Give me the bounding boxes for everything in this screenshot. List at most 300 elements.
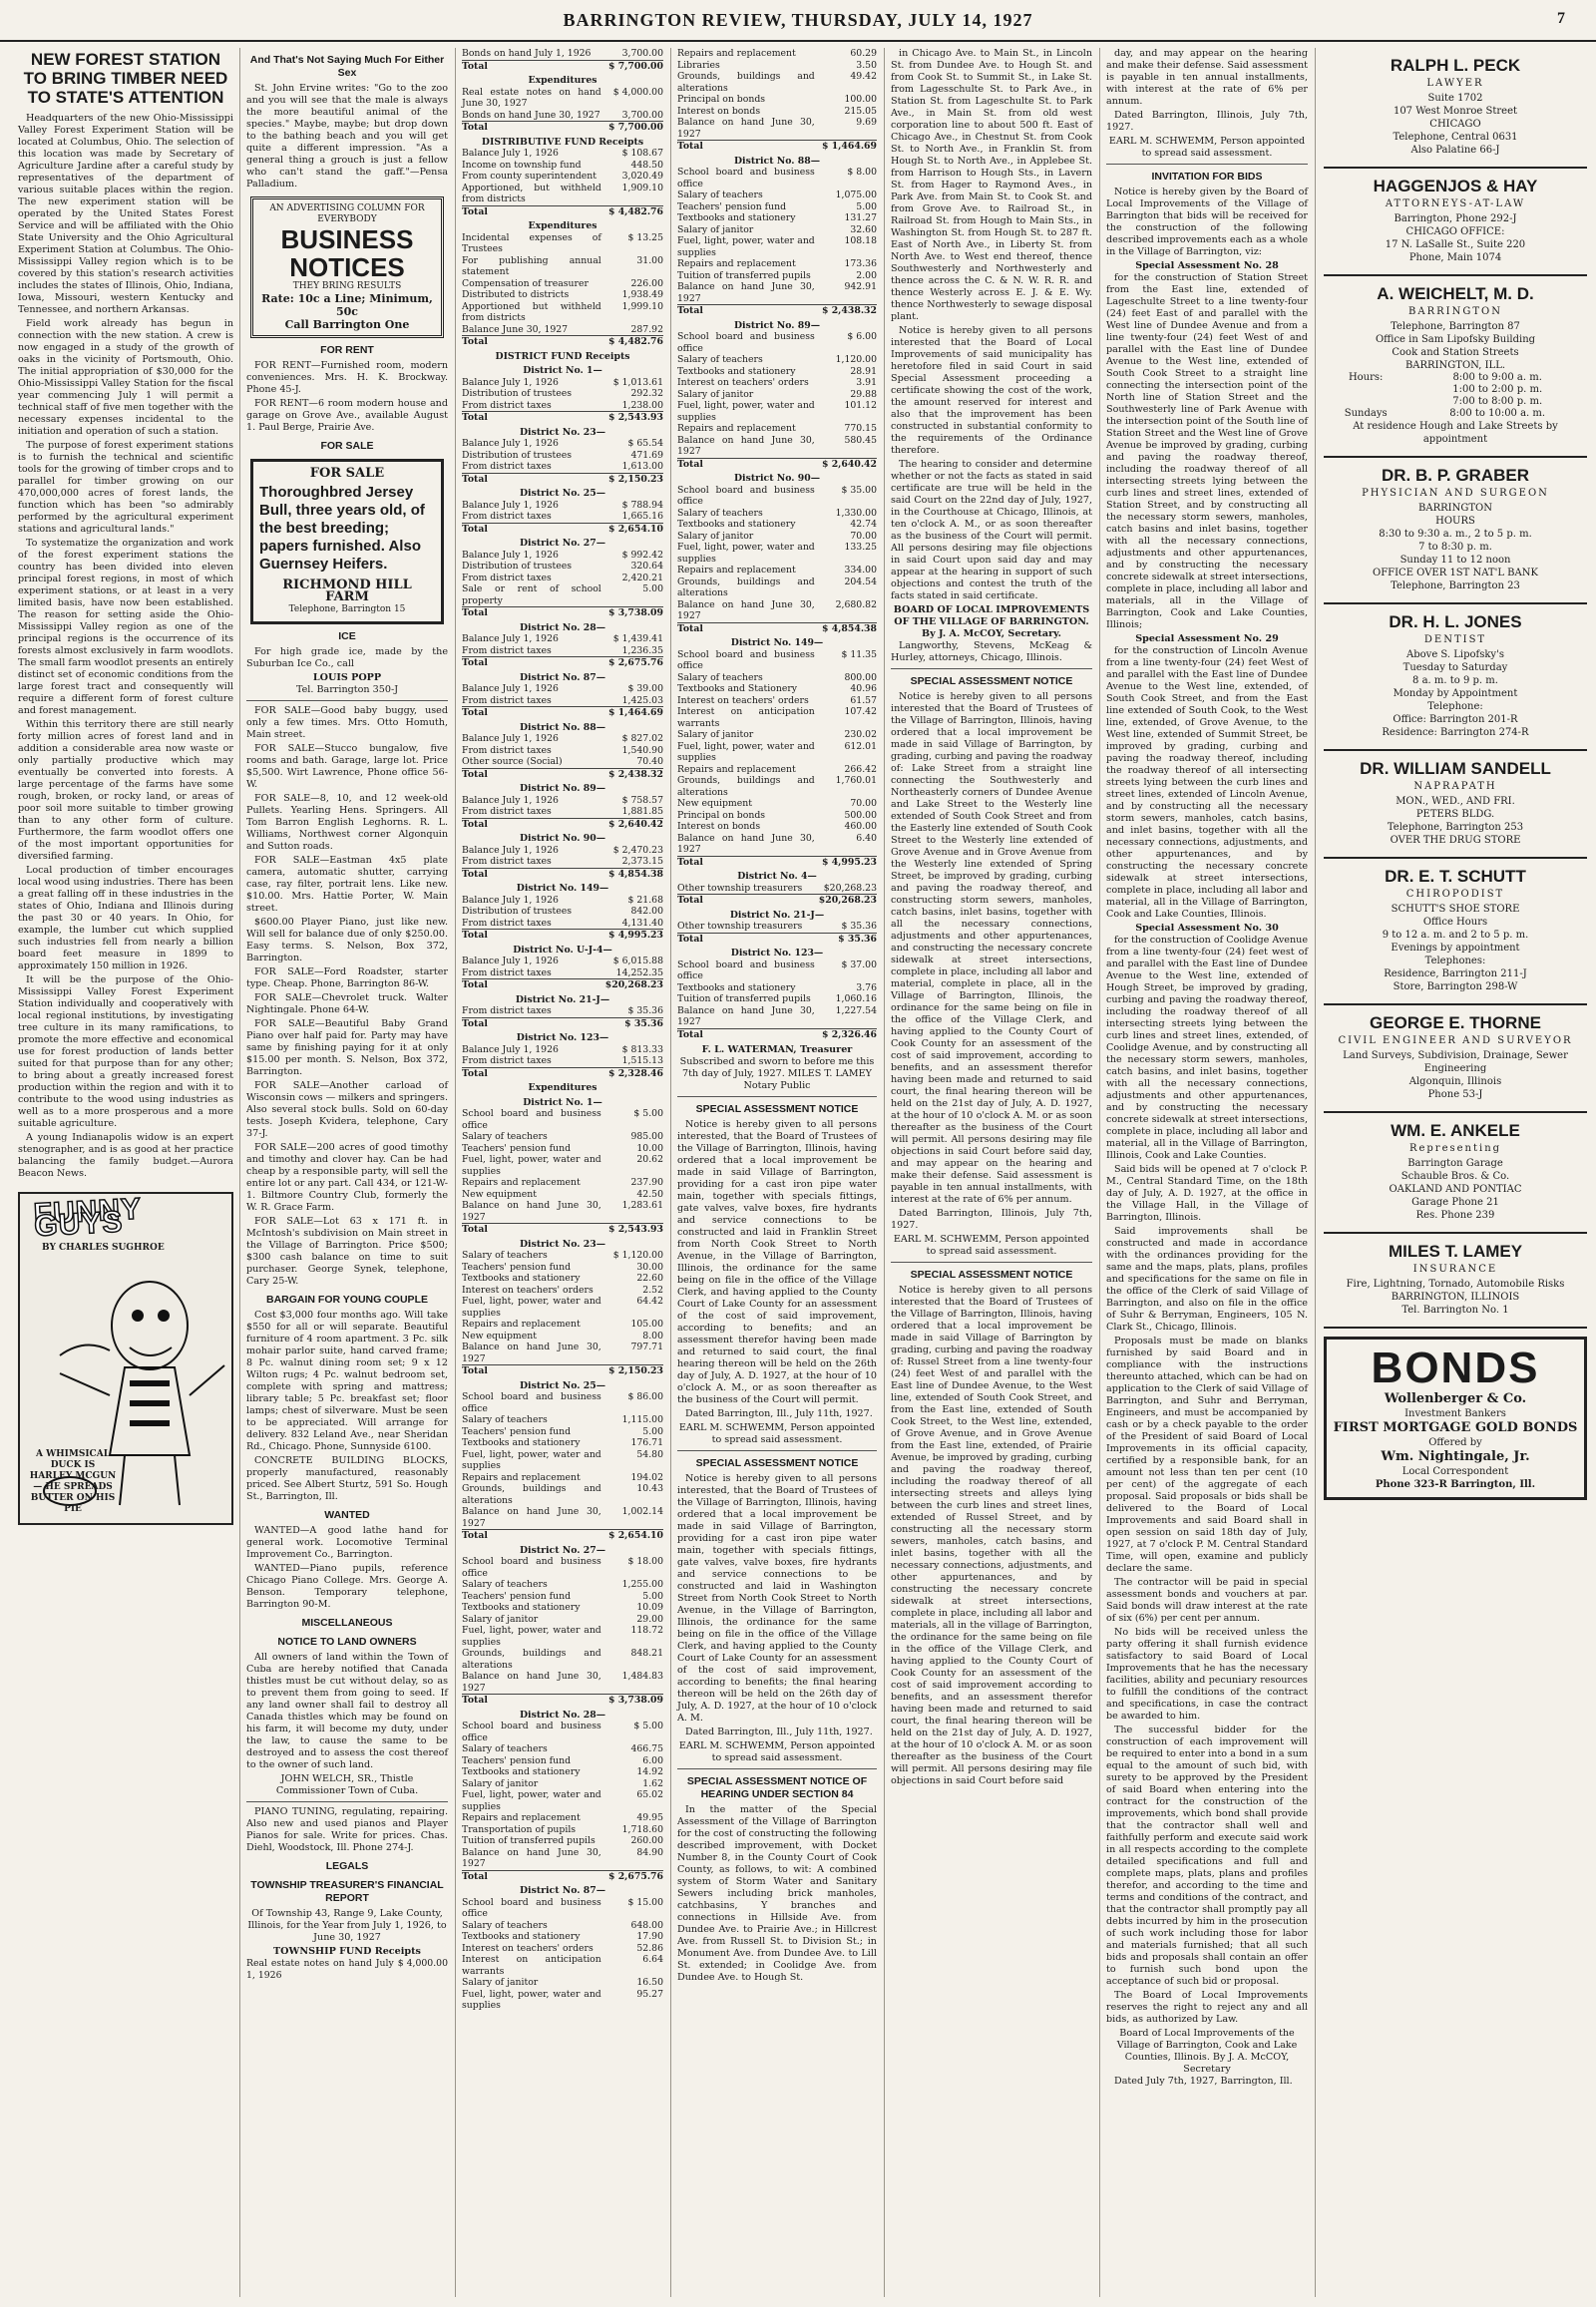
row-label: District No. 21-J— [515, 993, 610, 1005]
for-rent-heading: FOR RENT [320, 344, 374, 356]
row-label: Salary of teachers [677, 190, 763, 200]
report-row [462, 1094, 663, 1109]
row-label: From district taxes [462, 966, 552, 978]
card-role: CHIROPODIST [1405, 889, 1505, 900]
report-row [462, 1824, 663, 1836]
business-notices-banner [250, 196, 444, 338]
cartoon-byline: BY CHARLES SUGHROE [42, 1243, 165, 1253]
report-row [462, 485, 663, 500]
row-label: Fuel, light, power, water and supplies [677, 542, 815, 565]
card-name: DR. E. T. SCHUTT [1385, 867, 1526, 886]
row-amount: 100.00 [844, 94, 877, 105]
report-row [462, 1556, 663, 1579]
land-owners-text: All owners of land within the Town of Cuba are hereby notified that Canada thistles must be cut without delay, so as to prevent them from going to seed. If any land owner shall fail to destroy all Canada thistles which may be found on his farm, it will become my duty, under the law, to cause the same to be destroyed and to assess the cost thereof to the owner of such land. [246, 1652, 448, 1770]
report-row [462, 1437, 663, 1449]
row-label: New equipment [462, 1188, 537, 1200]
report-row [677, 153, 877, 168]
row-amount: $ 813.33 [621, 1043, 663, 1055]
card-line: Office Hours [1422, 917, 1488, 928]
row-label: Total [462, 1695, 601, 1707]
report-row [462, 1789, 663, 1812]
row-label: Balance July 1, 1926 [462, 683, 559, 694]
row-label: Salary of janitor [677, 388, 754, 400]
report-row [462, 1426, 663, 1438]
row-label: District No. 1— [523, 1096, 602, 1108]
row-label: Distribution of trustees [462, 449, 572, 461]
row-label: Balance July 1, 1926 [462, 956, 559, 966]
ad-title: FOR SALE [309, 466, 385, 481]
report-row [462, 1250, 663, 1262]
row-amount: 1,760.01 [835, 775, 877, 786]
row-label: Balance July 1, 1926 [462, 794, 559, 806]
humor-text: St. John Ervine writes: "Go to the zoo and you will see that the male is always the more beautiful animal of the species." Maybe, maybe; but drop down to the bathing beach and you will get quite a different impression. "As a general thing a grouch is just a fellow who can't stand the gaff."—Pensa Palladium. [246, 83, 448, 190]
row-label: District No. 123— [516, 1032, 609, 1043]
row-amount: 31.00 [636, 254, 663, 266]
row-amount: $ 1,120.00 [612, 1250, 663, 1261]
article-paragraph: A young Indianapolis widow is an expert stenographer, and is as good at her practice balancing the family budget.—Aurora Beacon News. [18, 1132, 233, 1179]
card-line: Sunday 11 to 12 noon [1399, 555, 1511, 566]
card-role: CIVIL ENGINEER AND SURVEYOR [1338, 1035, 1573, 1046]
row-amount: 230.02 [844, 729, 877, 740]
row-label: Sale or rent of school property [462, 583, 601, 606]
row-label: School board and business office [462, 1108, 601, 1131]
row-label: District No. 89— [520, 783, 605, 794]
report-row [677, 48, 877, 60]
report-row [462, 217, 663, 232]
report-row [677, 366, 877, 378]
line-label: Real estate notes on hand July 1, 1926 [246, 1958, 394, 1981]
bids-signature: Board of Local Improvements of the Village of Barrington, Cook and Lake Counties, Illinois. By J. A. McCOY, Secretary [1116, 2028, 1298, 2075]
row-amount: 42.50 [636, 1188, 663, 1200]
row-label: Repairs and replacement [677, 48, 796, 59]
report-row [462, 1262, 663, 1274]
row-label: Balance on hand June 30, 1927 [677, 281, 815, 304]
card-name: WM. E. ANKELE [1391, 1121, 1520, 1140]
row-amount: 287.92 [630, 323, 663, 335]
card-line: Fire, Lightning, Tornado, Automobile Risks [1346, 1279, 1565, 1290]
report-row [462, 1154, 663, 1177]
notary-text: Subscribed and sworn to before me this 7th day of July, 1927. MILES T. LAMEY Notary Public [679, 1056, 875, 1091]
notice-1-text: Notice is hereby given to all persons interested, that the Board of Trustees of the Village of Barrington, Illinois, having ordered that a local improvement be made in said Village of Barrington, providing for a cast iron pipe water main, together with specials fittings, gate valves, valve boxes, fire hydrants and service connections to be constructed and laid in Franklin Street from North Cook Street to North Avenue, in the Village of Barrington, Illinois, the ordinance for the same being on file in the office of the Village Clerk, and having applied to the County Court of Lake County for an assessment of the cost of said improvement, according to benefits; and an assessment therefor having been made and returned to said court, the final hearing thereon will be held on the 26th day of July, A. D. 1927, at the hour of 10 o'clock A. M., or as soon thereafter as the business of the Court will permit. [677, 1119, 877, 1405]
bargain-heading: BARGAIN FOR YOUNG COUPLE [266, 1294, 428, 1306]
report-row [677, 60, 877, 72]
row-label: Fuel, light, power, water and supplies [462, 1154, 601, 1177]
report-row [462, 906, 663, 918]
sundays-hours: 8:00 to 10:00 a. m. [1449, 408, 1546, 419]
report-row [462, 48, 663, 60]
article-paragraph: Local production of timber encourages local wood using industries. There has been a great falling off in these industries in the states of Ohio, Indiana and Illinois during the past 30 or 40 years. In Ohio, for example, the lumber cut which supplied such industries fell from nearly a billion board feet measure in 1899 to approximately 150 million in 1926. [18, 865, 233, 971]
row-amount: 1,425.03 [621, 694, 663, 706]
row-amount: 1,002.14 [621, 1506, 663, 1517]
row-amount: 16.50 [636, 1977, 663, 1988]
page-number: 7 [1557, 10, 1566, 27]
notice-2-date: Dated Barrington, Ill., July 11th, 1927. [685, 1727, 873, 1737]
row-amount: 118.72 [630, 1625, 663, 1636]
row-amount: 215.05 [844, 105, 877, 117]
row-label: Expenditures [528, 220, 598, 231]
card-line: Office in Sam Lipofsky Building [1375, 334, 1536, 345]
ice-text: For high grade ice, made by the Suburban Ice Co., call [246, 646, 448, 669]
report-row [677, 706, 877, 729]
card-schutt [1324, 859, 1587, 1005]
report-row [677, 201, 877, 213]
row-label: School board and business office [677, 484, 815, 507]
row-amount: 770.15 [844, 423, 877, 434]
report-row [462, 619, 663, 634]
report-row [462, 1005, 663, 1017]
row-label: Distribution of trustees [462, 388, 572, 399]
row-label: Balance July 1, 1926 [462, 549, 559, 561]
report-row [462, 1319, 663, 1331]
card-line: Residence: Barrington 274-R [1382, 727, 1529, 738]
card-role: Representing [1408, 1143, 1502, 1154]
bonds-line-4: Phone 323-R Barrington, Ill. [1375, 1479, 1536, 1490]
row-label: Interest on anticipation warrants [462, 1954, 601, 1977]
row-amount: 5.00 [856, 200, 877, 212]
row-amount: $ 2,543.93 [601, 1224, 663, 1236]
classified-ad: FOR SALE—200 acres of good timothy and timothy and clover hay. Can be had cheap by a responsible party, will sell the entire lot or any part. Call 434, or 121-W-1. Biltmore Country Club, formerly the W. R. Grace Farm. [246, 1142, 448, 1213]
report-row [462, 289, 663, 301]
line-amount: $ 4,000.00 [397, 1958, 448, 1969]
row-amount: $ 788.94 [621, 499, 663, 511]
row-label: Interest on bonds [677, 105, 761, 117]
row-label: Balance July 1, 1926 [462, 148, 559, 159]
report-row [462, 880, 663, 895]
row-amount: 95.27 [636, 1988, 663, 2000]
row-label: Total [462, 1870, 601, 1882]
row-label: Grounds, buildings and alterations [677, 71, 815, 94]
report-row [677, 798, 877, 810]
row-label: Income on township fund [462, 159, 582, 171]
row-label: Total [462, 930, 601, 942]
row-label: Real estate notes on hand June 30, 1927 [462, 86, 601, 109]
row-label: From district taxes [462, 917, 552, 929]
newspaper-title: BARRINGTON REVIEW, THURSDAY, JULY 14, 1927 [563, 10, 1033, 30]
row-amount: $ 13.25 [627, 231, 663, 243]
row-amount: 70.00 [850, 530, 877, 542]
row-label: Teachers' pension fund [462, 1590, 572, 1602]
row-amount: 70.00 [850, 798, 877, 809]
card-line: Office: Barrington 201-R [1393, 714, 1518, 725]
report-row [462, 1707, 663, 1722]
row-amount: 42.74 [850, 519, 877, 530]
row-label: Textbooks and stationery [462, 1602, 581, 1613]
report-row [462, 683, 663, 695]
card-line: Barrington Garage [1407, 1158, 1503, 1169]
row-amount: $ 2,150.23 [601, 473, 663, 485]
row-amount: 3.50 [856, 59, 877, 71]
row-amount: 5.00 [642, 1590, 663, 1602]
row-label: District No. 149— [730, 637, 824, 648]
report-row [462, 523, 663, 535]
report-row [462, 942, 663, 957]
row-label: Total [462, 1224, 601, 1236]
card-line: 8:30 to 9:30 a. m., 2 to 5 p. m. [1379, 529, 1532, 540]
report-row [462, 1695, 663, 1707]
row-label: Total [462, 868, 601, 880]
notice-3-paragraph-2: Notice is hereby given to all persons interested that the Board of Local Improvements of said municipality has heretofore filed in said Court in said Special Assessment proceeding a certificate showing the cost of the work, the amount reserved for interest and also that the improvement has been constructed in substantial conformity to the requirements of the Ordinance therefore. [891, 325, 1092, 456]
card-lines [1324, 1049, 1587, 1101]
row-label: Total [677, 933, 815, 945]
card-name: HAGGENJOS & HAY [1373, 177, 1538, 195]
humor-headline: And That's Not Saying Much For Either Sex [249, 54, 445, 79]
row-label: Salary of teachers [462, 1579, 548, 1590]
row-amount: 1,881.85 [621, 806, 663, 817]
row-amount: 52.86 [636, 1942, 663, 1954]
row-label: Repairs and replacement [462, 1177, 581, 1188]
forest-station-headline: NEW FOREST STATION TO BRING TIMBER NEED TO STATE'S ATTENTION [23, 50, 228, 107]
row-label: Salary of teachers [677, 354, 763, 365]
card-name: A. WEICHELT, M. D. [1377, 284, 1534, 303]
banner-line-2: THEY BRING RESULTS [292, 281, 402, 291]
row-label: From district taxes [462, 694, 552, 706]
report-row [462, 1472, 663, 1484]
report-row [462, 669, 663, 684]
row-amount: 10.00 [636, 1142, 663, 1154]
sa-30-heading: Special Assessment No. 30 [1135, 923, 1279, 934]
row-amount: 2,373.15 [621, 856, 663, 867]
card-line: Phone 53-J [1427, 1089, 1483, 1100]
row-label: Apportioned, but withheld from districts [462, 182, 601, 204]
row-label: Repairs and replacement [462, 1471, 581, 1483]
card-line: Telephone, Central 0631 [1393, 132, 1518, 143]
row-label: Total [677, 895, 815, 907]
report-row [462, 918, 663, 930]
row-amount: 1,238.00 [621, 399, 663, 411]
row-amount: 1,283.61 [621, 1200, 663, 1211]
row-label: Total [677, 856, 815, 868]
card-lines [1324, 212, 1587, 264]
row-amount: 648.00 [630, 1919, 663, 1931]
notice-2-heading: SPECIAL ASSESSMENT NOTICE [695, 1457, 859, 1469]
row-label: Total [462, 1365, 601, 1377]
russel-street-notice-text: Notice is hereby given to all persons interested that the Board of Trustees of the Village of Barrington, Illinois, having ordered that a local improvement be made in said Village of Barrington by grading, curbing and paving the roadway of: Russel Street from a line twenty-four (24) feet West of and parallel with the East line of Dundee Avenue, to the West line, extended of South Cook Street, and from the East line, extended of South Cook Street, to the West line, extended, of Grove Avenue, and in Grove Avenue from the East line, extended, of Prairie Avenue, be improved by grading, curbing and paving the roadway thereof, including the roadway thereof of all intersecting streets and alleys lying between the curb lines and street lines, extended of Russel Street, and by constructing all the necessary storm sewers, manholes, catch basins, and inlet basins, together with all the necessary connections, adjustments, and other appurtenances, and by constructing the necessary concrete sidewalk at street intersections, complete in place, including all labor and materials, all in the village of Barrington, the ordinance for the same being on file in the office of the Village Clerk, and having applied to the County Court of Cook County for an assessment of the cost of said improvement according to benefits, and an assessment therefor having been made and returned to said court, the final hearing thereon will be held on the 21st day of July, A. D. 1927, at the hour of 10 o'clock A. M. or as soon thereafter as the business of the Court will permit. All persons desiring may file objections in said Court before said [891, 1285, 1092, 1786]
report-row [462, 1614, 663, 1626]
row-amount: 84.90 [636, 1846, 663, 1858]
row-amount: 2.52 [642, 1284, 663, 1296]
report-row [462, 1224, 663, 1236]
report-row [462, 1177, 663, 1189]
report-row [462, 1778, 663, 1790]
row-amount: 471.69 [630, 449, 663, 461]
report-row [462, 134, 663, 149]
office-hours [1324, 372, 1587, 420]
row-amount: 2.00 [856, 269, 877, 281]
report-row [677, 94, 877, 106]
row-label: Textbooks and stationery [677, 365, 796, 377]
row-label: District No. 27— [520, 538, 605, 549]
row-label: Total [462, 473, 601, 485]
report-row [462, 1835, 663, 1847]
township-subtitle: Of Township 43, Range 9, Lake County, Illinois, for the Year from July 1, 1926, to June 30, 1927 [247, 1908, 447, 1943]
report-row [462, 818, 663, 830]
report-row [462, 171, 663, 183]
row-amount: 1,060.16 [835, 993, 877, 1004]
report-row [462, 278, 663, 290]
report-row [462, 1721, 663, 1743]
row-amount: 131.27 [844, 212, 877, 223]
bonds-sub: Investment Bankers [1404, 1408, 1506, 1419]
report-row [462, 1755, 663, 1767]
card-role: NAPRAPATH [1413, 781, 1497, 792]
row-label: Bonds on hand June 30, 1927 [462, 109, 600, 121]
report-row [462, 1506, 663, 1530]
row-label: From district taxes [462, 1005, 552, 1016]
report-row [462, 1131, 663, 1143]
row-label: Transportation of pupils [462, 1823, 577, 1835]
row-label: From district taxes [462, 644, 552, 656]
row-amount: 1,613.00 [621, 461, 663, 472]
report-row [677, 683, 877, 695]
report-row [462, 1044, 663, 1056]
row-label: Balance July 1, 1926 [462, 894, 559, 906]
row-label: School board and business office [677, 331, 815, 354]
card-sandell [1324, 751, 1587, 859]
row-label: Salary of teachers [462, 1414, 548, 1425]
row-amount: 40.96 [850, 683, 877, 694]
row-amount: $ 4,854.38 [601, 868, 663, 880]
article-paragraph: Field work already has begun in connection with the new station. A crew is now engaged in a study of the growth of oaks in the vicinity of Portsmouth, Ohio. The initial appropriation of $30,000 for the Ohio-Mississippi Valley Station for the fiscal year commencing July 1 will permit a technical staff of five men together with the necessary expenses incidental to the initiation and operation of such a station. [18, 318, 233, 437]
row-label: Total [462, 607, 601, 619]
row-amount: 292.32 [630, 388, 663, 399]
row-amount: 1.62 [642, 1777, 663, 1789]
card-line: Phone, Main 1074 [1408, 252, 1502, 263]
row-amount: $ 4,854.38 [815, 622, 877, 634]
row-amount: 108.18 [844, 235, 877, 246]
row-label: Incidental expenses of Trustees [462, 231, 601, 254]
report-row [462, 122, 663, 134]
report-row [677, 224, 877, 236]
report-row [462, 535, 663, 550]
row-amount: $ 4,000.00 [612, 86, 663, 98]
card-line: PETERS BLDG. [1415, 809, 1495, 820]
card-line: Telephone, Barrington 253 [1387, 822, 1524, 833]
row-label: School board and business office [677, 648, 815, 671]
row-label: Total [462, 768, 601, 780]
card-line: Barrington, Phone 292-J [1394, 213, 1517, 224]
concrete-ad: CONCRETE BUILDING BLOCKS, properly manufactured, reasonably priced. See Albert Sturtz, 591 So. Hough St., Barrington, Ill. [246, 1455, 448, 1502]
notice-2-text: Notice is hereby given to all persons interested, that the Board of Trustees of the Village of Barrington, Illinois, having ordered that a local improvement be made in said Village of Barrington, providing for a cast iron pipe water main, together with specials fittings, gate valves, valve boxes, fire hydrants and service connections to be constructed and laid in Washington Street from North Cook Street to North Avenue, in the Village of Barrington, Illinois, the ordinance for the same being on file in the office of the Village Clerk, and having applied to the County Court of Lake County for an assessment of the cost of said improvement, according to benefits; the final hearing thereon will be held on the 26th day of July, A. D. 1927, at the hour of 10 o'clock A. M. [677, 1473, 877, 1724]
row-label: Distributed to districts [462, 289, 570, 300]
report-row [462, 756, 663, 768]
row-amount: $ 4,995.23 [815, 856, 877, 868]
card-line: OVER THE DRUG STORE [1390, 835, 1521, 846]
row-label: Teachers' pension fund [462, 1261, 572, 1273]
row-amount: 1,236.35 [621, 644, 663, 656]
row-label: Total [677, 458, 815, 470]
card-thorne [1324, 1005, 1587, 1113]
report-row [462, 645, 663, 657]
report-row [677, 458, 877, 470]
report-row [462, 205, 663, 217]
row-label: Balance July 1, 1926 [462, 376, 559, 388]
row-label: Fuel, light, power, water and supplies [462, 1988, 601, 2011]
row-amount: $ 2,328.46 [601, 1067, 663, 1079]
report-row [462, 1602, 663, 1614]
row-label: From district taxes [462, 806, 552, 817]
row-amount: 54.80 [636, 1448, 663, 1460]
row-label: Compensation of treasurer [462, 277, 589, 289]
report-row [677, 933, 877, 945]
report-row [462, 148, 663, 160]
bids-payment: The contractor will be paid in special assessment bonds and vouchers at par. Said bonds will draw interest at the rate of six (6%) per cent per annum. [1106, 1577, 1308, 1624]
row-amount: $ 35.36 [841, 921, 877, 932]
report-row [462, 110, 663, 122]
lake-street-notice-text: Notice is hereby given to all persons interested that the Board of Trustees of the Village of Barrington, Illinois, having ordered that a local improvement be made in said Village of Barrington, by grading, curbing and paving the roadway of: Lake Street from a straight line connecting the Southwesterly and Northeasterly corners of Dundee Avenue and Lake Street to the Westerly line extended of South Cook Street and from the Easterly line extended of South Cook Street to the Westerly line extended of Grove Avenue and in Grove Avenue from the Westerly line extended of Spring Street, be improved by grading, curbing and paving the roadway thereof, and constructing storm sewers, manholes, catch basins, inlet basins, together with all the necessary connections, adjustments and other appurtenances, and constructing the necessary concrete sidewalk at street intersections, complete in place, including all labor and material, complete in place, all in the Village of Barrington, Illinois, the ordinance for the same being on file in the office of the Village Clerk, and having applied to the County Court of Cook County for an assessment of the cost of said improvement, according to benefits, and an assessment therefor having been made and returned to said court, the final hearing thereon will be held on the 21st day of July, A. D. 1927, at the hour of 10 o'clock A. M. or as soon thereafter as the business of the Court will permit. All persons desiring may file objections in said Court before said day, and may appear on the hearing and make their defense. Said assessment is payable in ten annual installments, with interest at the rate of 6% per annum. [891, 691, 1092, 1205]
notice-3-paragraph-3: The hearing to consider and determine whether or not the facts as stated in said certificate are true will be held in the said Court on the 22nd day of July, 1927, in the Courthouse at Chicago, Illinois, at ten o'clock A. M., or as soon thereafter as the business of the Court will permit. All persons desiring may file objections in said Court upon said day and may appear at the hearing in support of such objections and contest the truth of the facts stated in said certificate. [891, 459, 1092, 601]
row-label: District No. 87— [520, 1885, 605, 1896]
row-label: Tuition of transferred pupils [677, 993, 811, 1004]
row-label: Total [462, 523, 601, 535]
report-row [462, 868, 663, 880]
report-row [462, 1365, 663, 1377]
row-label: District No. 90— [734, 473, 820, 484]
report-row [462, 1285, 663, 1297]
card-lines [1324, 502, 1587, 592]
notice-3-text: In the matter of the Special Assessment of the Village of Barrington for the cost of constructing the following described improvement, with Docket Number 8, in the County Court of Cook County, as follows, to wit: A combined system of Storm Water and Sanitary Sewers including brick manholes, catchbasins, Y branches and connections in Hillside Ave. from Dundee Ave. to Prairie Ave.; in Hillcrest Ave. from Russell St. to Division St.; in Monument Ave. from Dundee Ave. to Lill St. extended; in Coolidge Ave. from Dundee Ave. to Hough St. [677, 1804, 877, 1983]
row-label: Repairs and replacement [677, 565, 796, 576]
report-row [462, 1977, 663, 1989]
row-amount: $ 1,464.69 [815, 141, 877, 153]
report-row [462, 1143, 663, 1155]
report-row [462, 72, 663, 87]
article-paragraph: To systematize the organization and work of the forest experiment stations the country has been divided into eleven principal forest regions, in most of which experiment stations, or at least in a very limited basis, have now been established. The reason for setting aside the Ohio-Mississippi Valley region as one of the principal regions is the occurrence of its forests almost exclusively in farm woodlots. The small farm woodlot presents an entirely distinct set of economic conditions from the large forest tract and consequently will require a different form of forest culture and forest management. [18, 538, 233, 716]
row-label: Distribution of trustees [462, 561, 572, 572]
row-amount: 1,120.00 [835, 354, 877, 365]
report-row [462, 1483, 663, 1506]
card-jones [1324, 604, 1587, 751]
row-amount: 17.90 [636, 1931, 663, 1942]
report-row [677, 577, 877, 599]
row-label: Interest on teachers' orders [677, 377, 809, 388]
bids-heading: INVITATION FOR BIDS [1151, 171, 1263, 183]
card-line: Res. Phone 239 [1415, 1210, 1495, 1221]
card-name: DR. B. P. GRABER [1382, 466, 1529, 485]
row-amount: 49.42 [850, 71, 877, 82]
misc-heading: MISCELLANEOUS [301, 1617, 393, 1629]
card-lamey [1324, 1234, 1587, 1329]
notice-2-signature: EARL M. SCHWEMM, Person appointed to spread said assessment. [678, 1740, 876, 1763]
row-label: Balance on hand June 30, 1927 [462, 1200, 601, 1223]
classified-ad: FOR SALE—Chevrolet truck. Walter Nightingale. Phone 64-W. [246, 992, 448, 1015]
row-label: Total [462, 336, 601, 348]
report-row [462, 1414, 663, 1426]
row-label: Teachers' pension fund [462, 1425, 572, 1437]
row-label: Balance July 1, 1926 [462, 438, 559, 449]
row-label: DISTRICT FUND Receipts [495, 350, 630, 362]
row-label: Fuel, light, power, water and supplies [462, 1296, 601, 1319]
row-amount: 29.00 [636, 1613, 663, 1625]
row-label: Principal on bonds [677, 809, 766, 821]
row-label: Balance on hand June 30, 1927 [677, 434, 815, 457]
card-line: Monday by Appointment [1393, 688, 1518, 699]
report-row [462, 1625, 663, 1648]
report-row [677, 270, 877, 282]
row-label: Balance on hand June 30, 1927 [462, 1846, 601, 1869]
card-line: Telephone, Barrington 23 [1391, 580, 1520, 591]
row-amount: 194.02 [630, 1471, 663, 1483]
report-row [462, 377, 663, 389]
report-row [677, 212, 877, 224]
row-amount: $ 65.54 [627, 438, 663, 449]
bids-reject-right: The Board of Local Improvements reserves the right to reject any and all bids, as authorized by Law. [1106, 1990, 1308, 2025]
bonds-firm: Wollenberger & Co. [1384, 1391, 1527, 1406]
row-amount: 1,938.49 [621, 289, 663, 300]
report-row [677, 945, 877, 960]
report-row [462, 500, 663, 512]
report-row [462, 707, 663, 719]
row-label: Balance July 1, 1926 [462, 1043, 559, 1055]
